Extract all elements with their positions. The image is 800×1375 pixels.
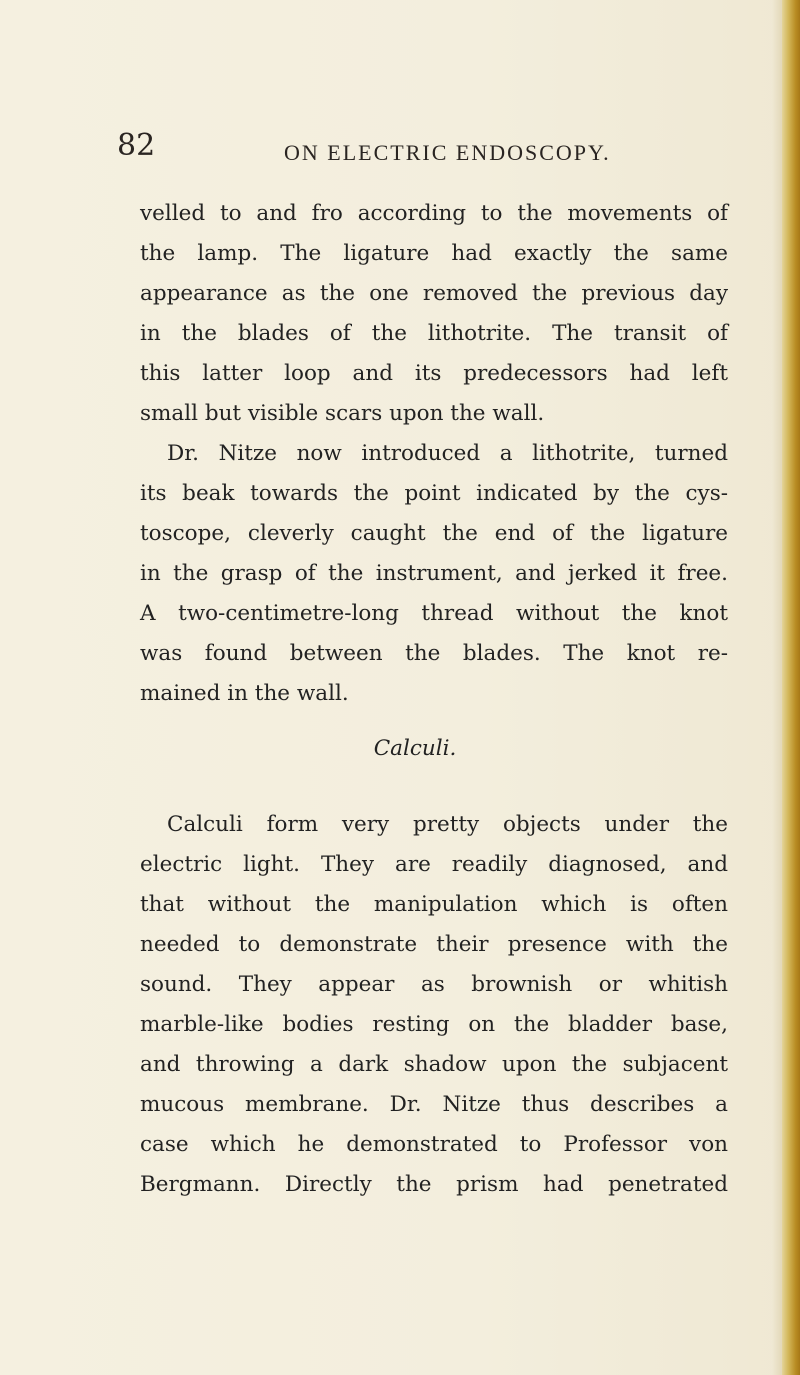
text-line: mucous membrane. Dr. Nitze thus describes a [140, 1092, 728, 1117]
paragraph-2 [140, 434, 728, 714]
text-line: case which he demonstrated to Professor von [140, 1132, 728, 1157]
text-line: appearance as the one removed the previous day [140, 281, 728, 306]
text-line: Dr. Nitze now introduced a lithotrite, turned [167, 441, 728, 466]
text-line: in the grasp of the instrument, and jerked it free. [140, 561, 728, 586]
text-line: was found between the blades. The knot re- [140, 641, 728, 666]
text-line: its beak towards the point indicated by the cys- [140, 481, 728, 506]
running-head: ON ELECTRIC ENDOSCOPY. [284, 140, 611, 165]
page-edge-shadow [772, 0, 782, 1375]
text-line: the lamp. The ligature had exactly the same [140, 241, 728, 266]
page-number: 82 [117, 128, 156, 163]
section-heading: Calculi. [373, 736, 457, 761]
text-line: small but visible scars upon the wall. [140, 401, 545, 426]
text-line: this latter loop and its predecessors had left [140, 361, 728, 386]
text-line: and throwing a dark shadow upon the subjacent [140, 1052, 728, 1077]
text-line: marble-like bodies resting on the bladder base, [140, 1012, 728, 1037]
text-line: Bergmann. Directly the prism had penetrated [140, 1172, 728, 1197]
text-line: mained in the wall. [140, 681, 349, 706]
text-line: toscope, cleverly caught the end of the ligature [140, 521, 728, 546]
text-line: A two-centimetre-long thread without the knot [140, 601, 728, 626]
paragraph-1 [140, 194, 728, 434]
text-line: Calculi form very pretty objects under the [167, 812, 728, 837]
gilt-page-edge [782, 0, 800, 1375]
text-line: electric light. They are readily diagnosed, and [140, 852, 728, 877]
text-line: needed to demonstrate their presence with the [140, 932, 728, 957]
text-line: in the blades of the lithotrite. The transit of [140, 321, 728, 346]
paragraph-3 [140, 805, 728, 1205]
text-line: that without the manipulation which is often [140, 892, 728, 917]
text-line: sound. They appear as brownish or whitish [140, 972, 728, 997]
text-line: velled to and fro according to the movements of [140, 201, 728, 226]
